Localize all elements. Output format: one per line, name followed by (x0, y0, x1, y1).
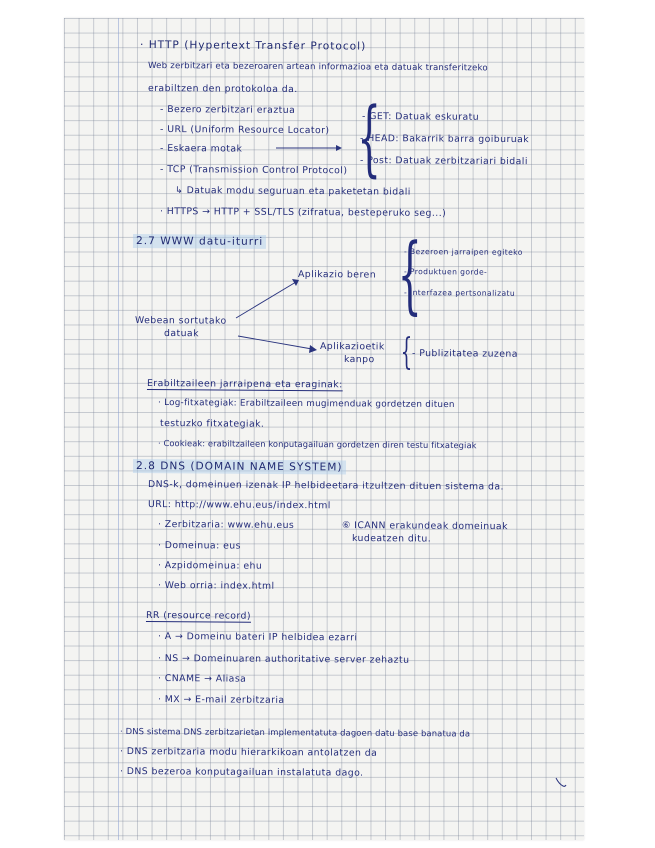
head-method: - HEAD: Bakarrik barra goiburuak (359, 133, 530, 146)
tcp-note: ↳ Datuak modu seguruan eta paketetan bidali (174, 185, 411, 198)
arrowhead-eskaera-motak (336, 145, 342, 151)
cookieak-item: · Cookieak: erabiltzaileen konputagailuan gordetzen diren testu fitxategiak (157, 438, 477, 451)
heading-dns: 2.8 DNS (DOMAIN NAME SYSTEM) (133, 459, 346, 474)
url-example: URL: http://www.ehu.eus/index.html (147, 499, 331, 512)
bezero-eskaera-item: - Bezero zerbitzari eraztua (159, 104, 296, 116)
publizitatea-item: - Publizitatea zuzena (411, 348, 518, 360)
icann-note-line-1: ⑥ ICANN erakundeak domeinuak (341, 520, 508, 533)
dns-fact-1: · DNS sistema DNS zerbitzarietan implementatuta dagoen datu base banatua da (119, 726, 471, 739)
log-fitxategiak-line-2: testuzko fitxategiak. (159, 418, 265, 430)
branch-interfazea: - Interfazea pertsonalizatu (403, 288, 516, 298)
arrow-to-aplikazio (236, 282, 296, 318)
https-item: · HTTPS → HTTP + SSL/TLS (zifratua, besteperuko seg...) (159, 206, 447, 219)
arrowhead-to-aplikazioetik (309, 345, 317, 353)
zerbitzaria-item: · Zerbitzaria: www.ehu.eus (157, 519, 295, 531)
aplikazio-beren-label: Aplikazio beren (297, 269, 377, 281)
webean-sortutako-line-1: Webean sortutako (134, 315, 227, 327)
domeinua-item: · Domeinua: eus (157, 540, 241, 552)
aplikazioetik-kanpo-line-1: Aplikazioetik (319, 341, 385, 353)
signature-mark (556, 778, 566, 786)
rr-cname-item: · CNAME → Aliasa (157, 673, 247, 685)
icann-note-line-2: kudeatzen ditu. (351, 533, 432, 545)
dns-fact-3: · DNS bezeroa konputagailuan instalatuta dago. (119, 766, 364, 779)
rr-title: RR (resource record) (145, 610, 252, 622)
aplikazioetik-kanpo-line-2: kanpo (343, 354, 375, 366)
http-title: · HTTP (Hypertext Transfer Protocol) (139, 39, 367, 53)
tcp-item: - TCP (Transmission Control Protocol) (159, 164, 348, 177)
arrowhead-to-aplikazio (292, 279, 299, 286)
arrow-to-aplikazioetik (238, 336, 312, 349)
http-description-line-2: erabiltzen den protokoloa da. (147, 83, 298, 96)
heading-www-datu-iturri: 2.7 WWW datu-iturri (133, 234, 266, 249)
post-method: - Post: Datuak zerbitzariari bidali (359, 155, 528, 168)
rr-a-item: · A → Domeinu bateri IP helbidea ezarri (157, 631, 358, 644)
web-orria-item: · Web orria: index.html (157, 580, 275, 592)
rr-ns-item: · NS → Domeinuaren authoritative server zehaztu (157, 653, 410, 666)
http-description-line-1: Web zerbitzari eta bezeroaren artean informazioa eta datuak transferitzeko (147, 61, 488, 74)
branch-bezeroen: - Bezeroen jarraipen egiteko (403, 247, 523, 257)
brace-aplikazioetik: { (400, 332, 413, 373)
dns-description: DNS-k, domeinuen izenak IP helbideetara itzultzen dituen sistema da. (147, 479, 505, 493)
branch-produktuen: - Produktuen gorde- (403, 267, 488, 277)
get-method: - GET: Datuak eskuratu (361, 111, 480, 123)
webean-sortutako-line-2: datuak (163, 328, 199, 340)
url-locator-item: - URL (Uniform Resource Locator) (159, 124, 330, 137)
log-fitxategiak-line-1: · Log-fitxategiak: Erabiltzaileen mugimenduak gordetzen dituen (157, 398, 455, 411)
brace-aplikazio-beren: { (397, 225, 422, 323)
erabiltzaileen-jarraipena-title: Erabiltzaileen jarraipena eta eraginak: (146, 378, 343, 391)
dns-fact-2: · DNS zerbitzaria modu hierarkikoan antolatzen da (119, 746, 378, 759)
brace-request-methods: { (357, 91, 381, 186)
azpidomeinua-item: · Azpidomeinua: ehu (157, 560, 263, 572)
eskaera-motak-item: - Eskaera motak (159, 143, 243, 155)
rr-mx-item: · MX → E-mail zerbitzaria (157, 694, 285, 706)
